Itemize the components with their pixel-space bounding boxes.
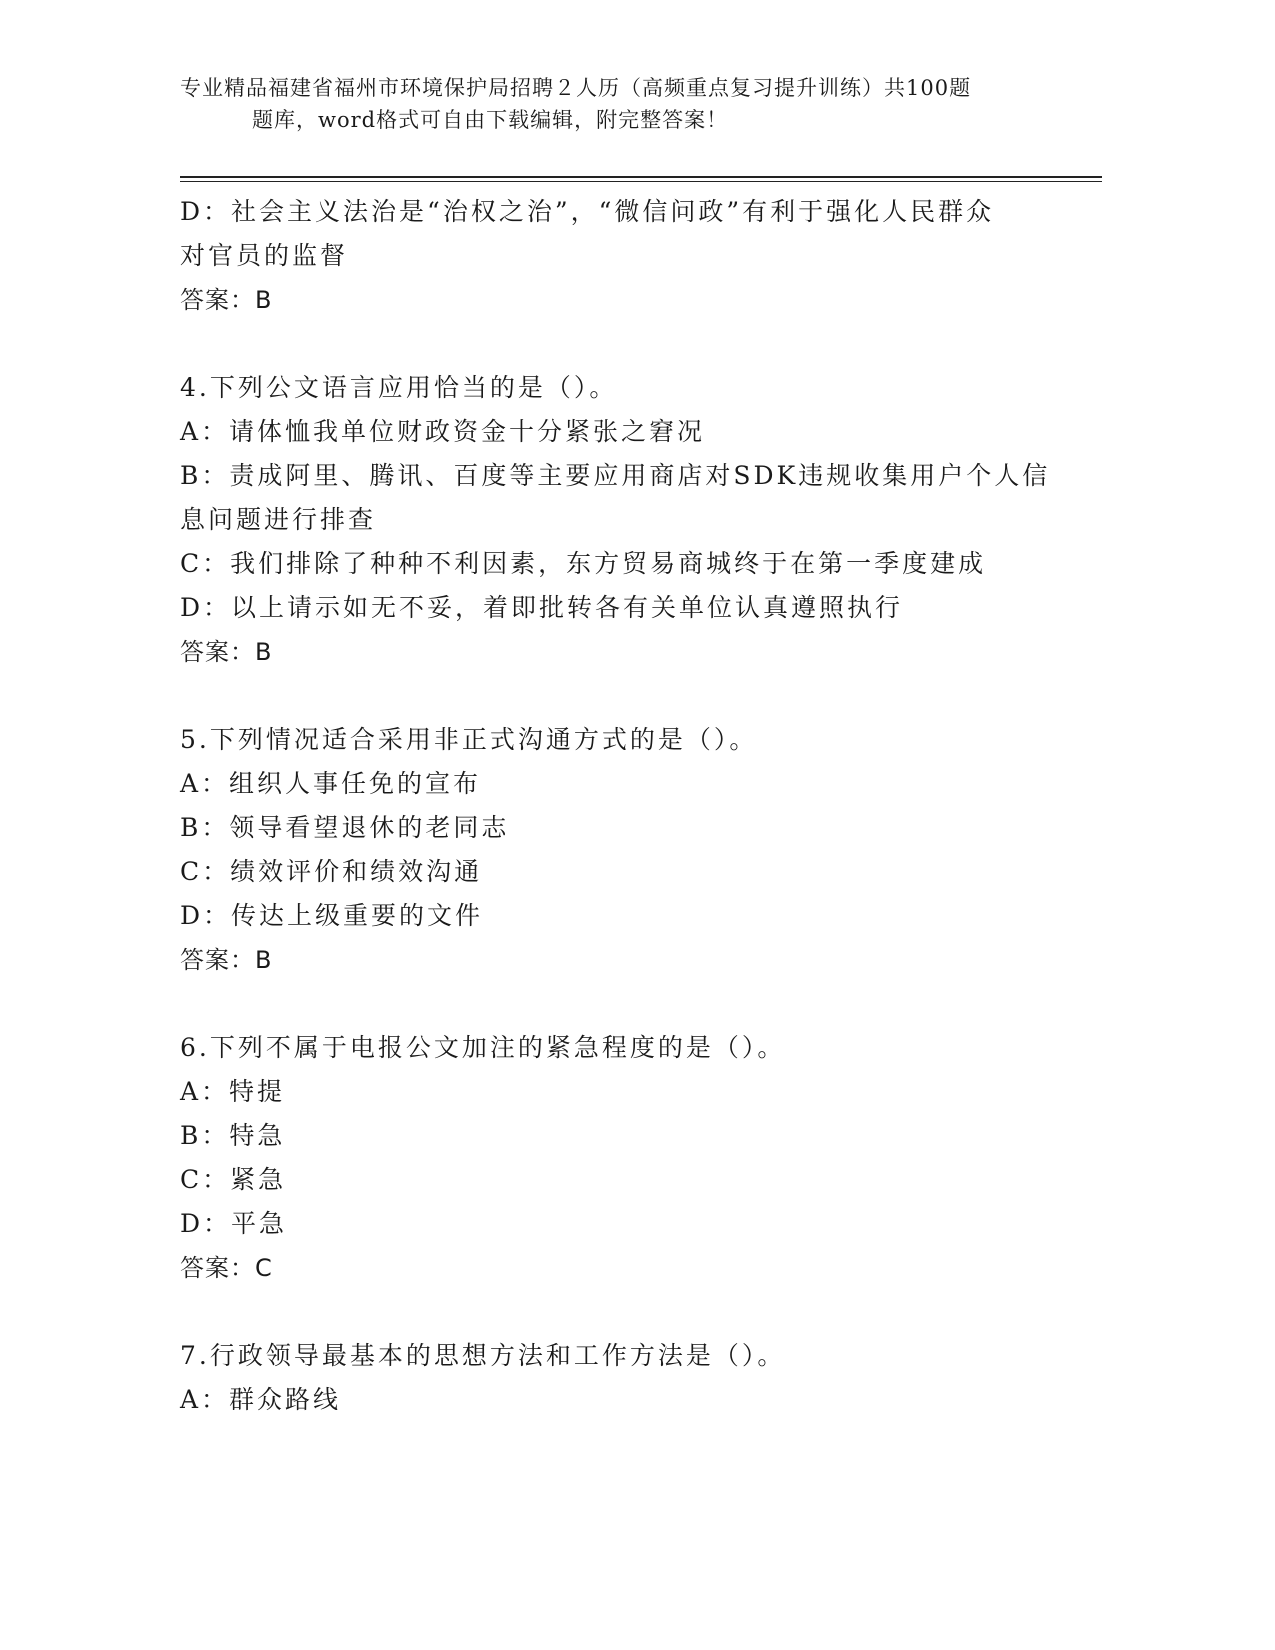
question-7	[180, 1334, 1060, 1422]
answer: 答案：C	[180, 1254, 273, 1282]
question-stem: 6.下列不属于电报公文加注的紧急程度的是（）。	[180, 1033, 786, 1062]
option-a: A：组织人事任免的宣布	[180, 769, 482, 798]
question-4	[180, 366, 1060, 674]
question-stem: 5.下列情况适合采用非正式沟通方式的是（）。	[180, 725, 758, 754]
option-a: A：请体恤我单位财政资金十分紧张之窘况	[180, 417, 706, 446]
option-d: D：传达上级重要的文件	[180, 901, 484, 930]
answer: 答案：B	[180, 946, 273, 974]
option-b-line1: B：责成阿里、腾讯、百度等主要应用商店对SDK违规收集用户个人信	[180, 461, 1051, 490]
answer: 答案：B	[180, 286, 273, 314]
spacer	[180, 322, 1060, 366]
document-header	[180, 72, 1080, 136]
option-d-line1: D：社会主义法治是“治权之治”，“微信问政”有利于强化人民群众	[180, 197, 995, 226]
option-c: C：我们排除了种种不利因素，东方贸易商城终于在第一季度建成	[180, 549, 987, 578]
question-6	[180, 1026, 1060, 1290]
option-a: A：群众路线	[180, 1385, 342, 1414]
spacer	[180, 982, 1060, 1026]
option-b-line2: 息问题进行排查	[180, 505, 377, 534]
header-title-line2: 题库，word格式可自由下载编辑，附完整答案！	[252, 108, 729, 132]
option-d: D：以上请示如无不妥，着即批转各有关单位认真遵照执行	[180, 593, 904, 622]
header-divider-thin	[180, 181, 1102, 182]
spacer	[180, 1290, 1060, 1334]
option-b: B：特急	[180, 1121, 286, 1150]
question-3-continuation	[180, 190, 1060, 322]
spacer	[180, 674, 1060, 718]
answer: 答案：B	[180, 638, 273, 666]
option-b: B：领导看望退休的老同志	[180, 813, 510, 842]
question-stem: 4.下列公文语言应用恰当的是（）。	[180, 373, 618, 402]
option-d-line2: 对官员的监督	[180, 241, 349, 270]
option-c: C：绩效评价和绩效沟通	[180, 857, 483, 886]
option-a: A：特提	[180, 1077, 286, 1106]
header-divider-thick	[180, 176, 1102, 178]
option-d: D：平急	[180, 1209, 288, 1238]
header-title-line1: 专业精品福建省福州市环境保护局招聘２人历（高频重点复习提升训练）共100题	[180, 76, 972, 100]
question-stem: 7.行政领导最基本的思想方法和工作方法是（）。	[180, 1341, 786, 1370]
question-5	[180, 718, 1060, 982]
option-c: C：紧急	[180, 1165, 287, 1194]
document-body	[180, 190, 1060, 1422]
